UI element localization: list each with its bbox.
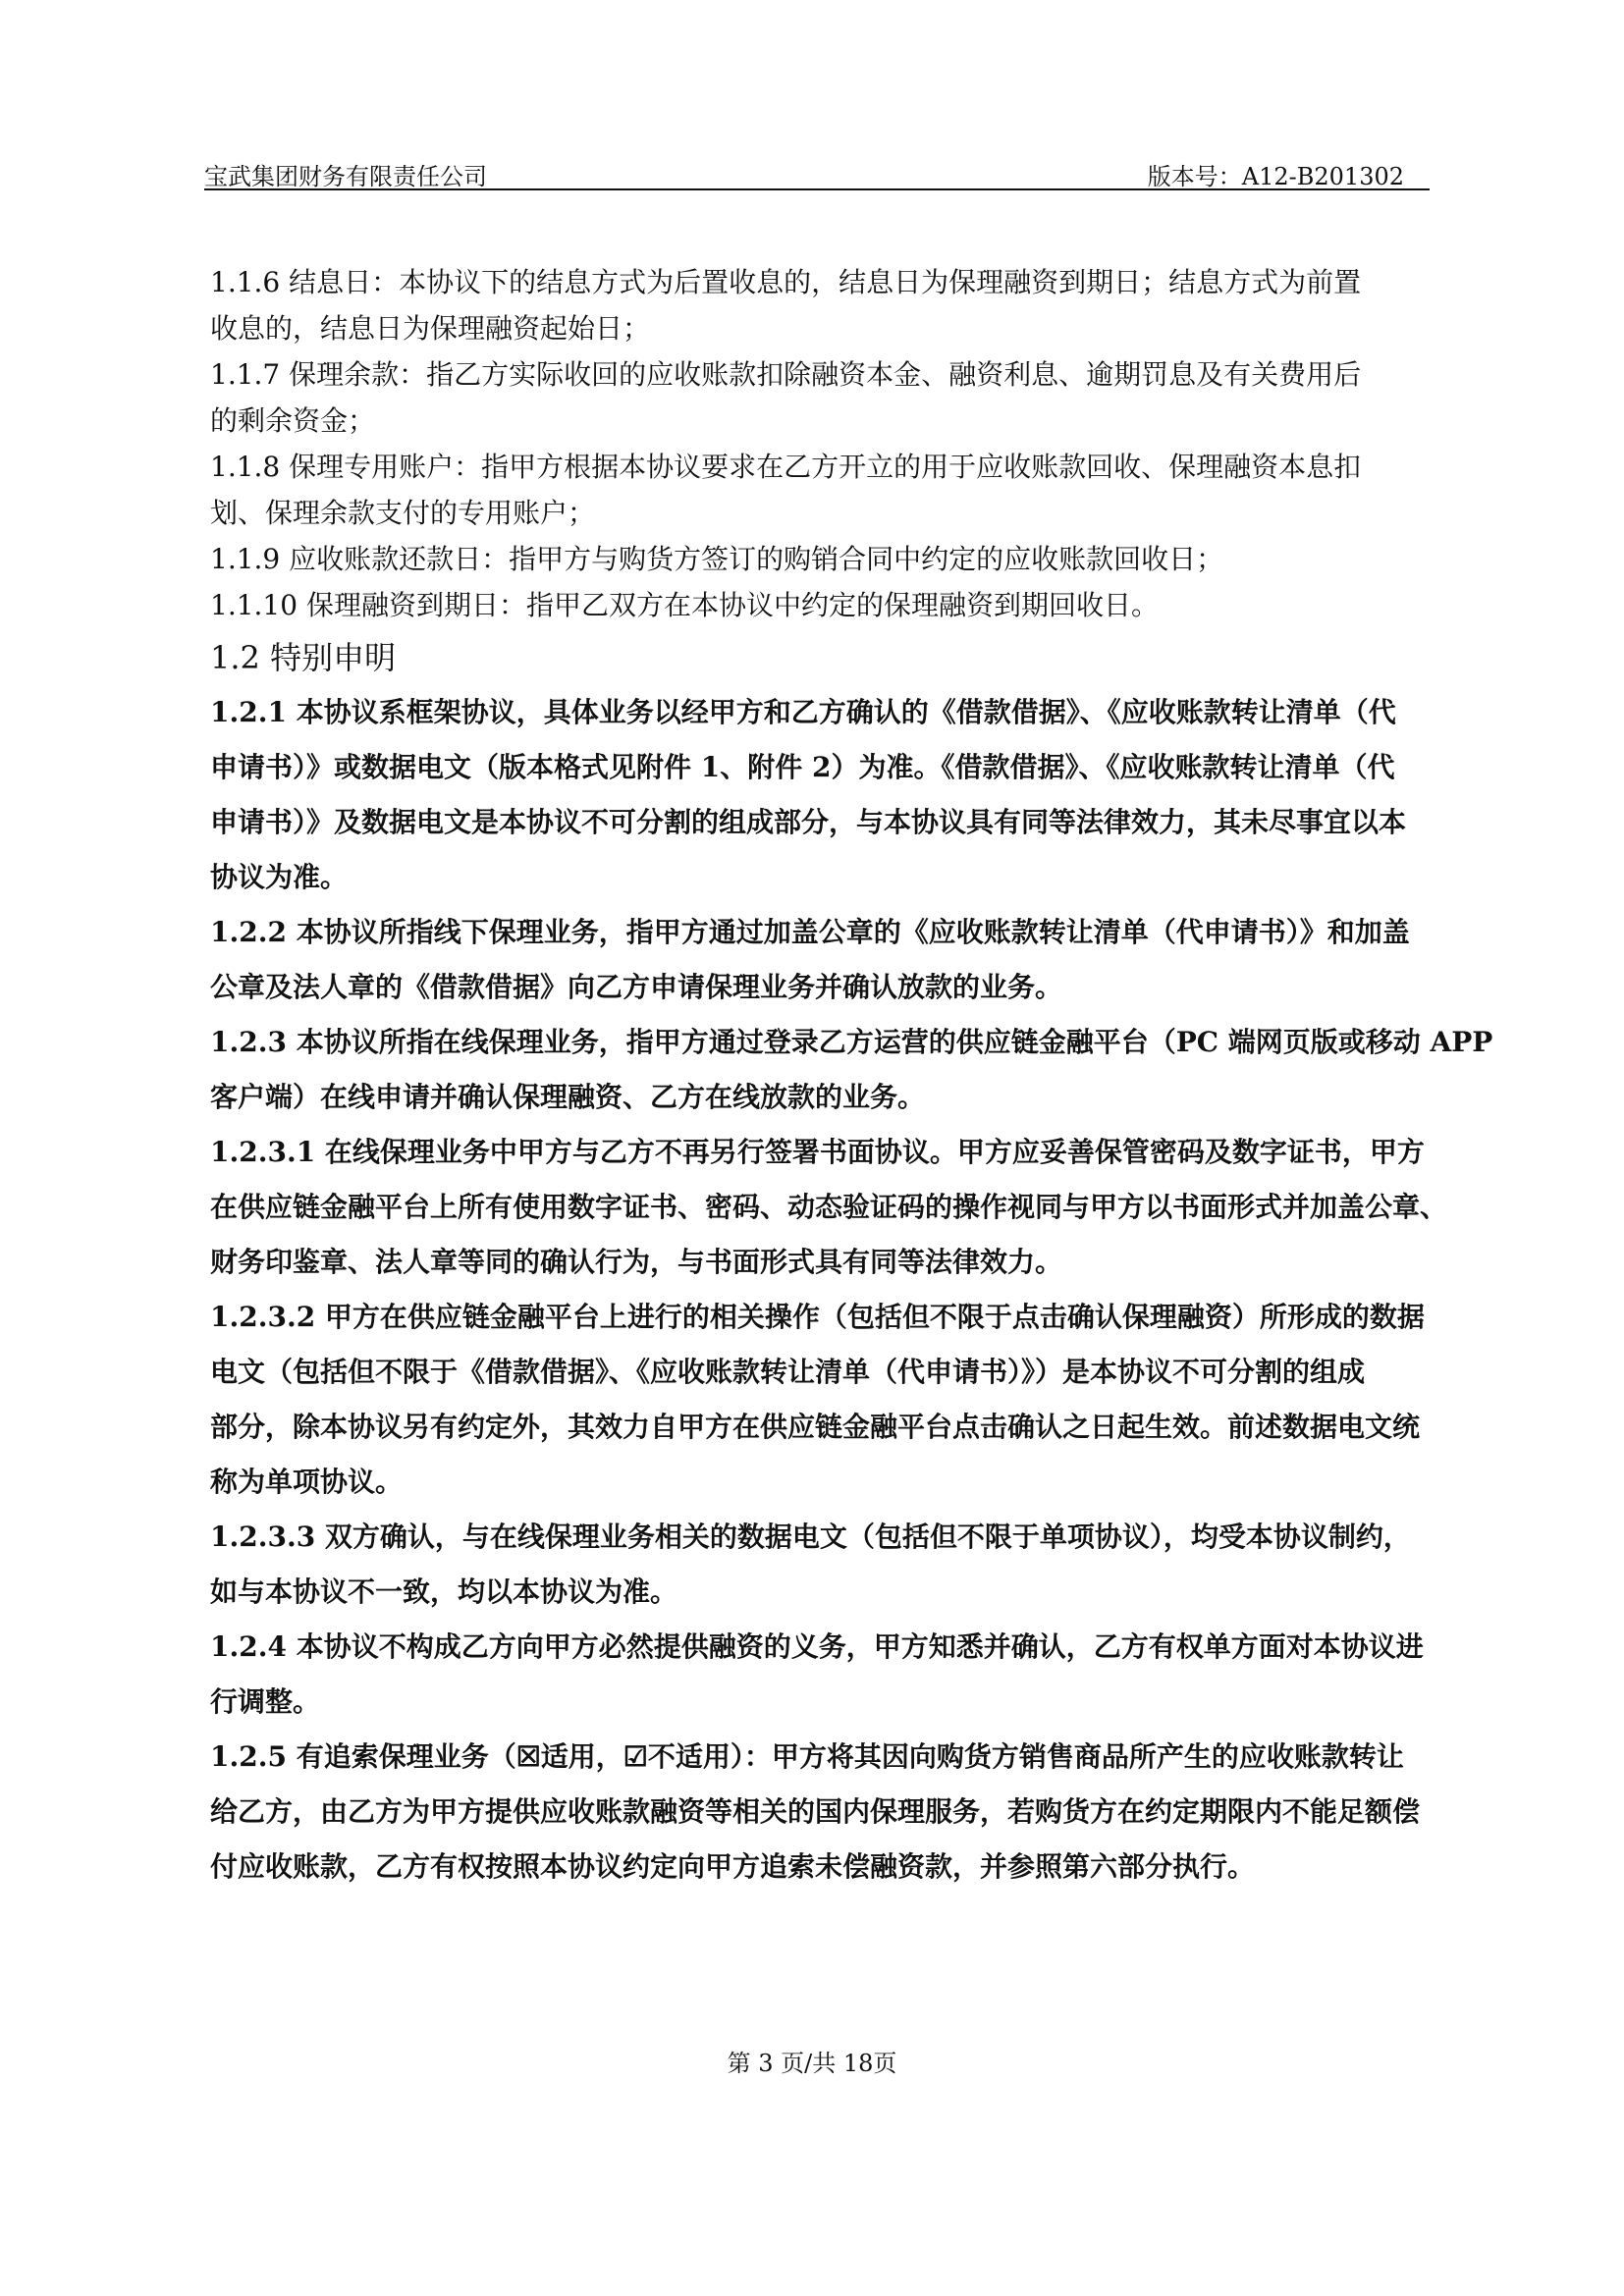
paragraph-line: 如与本协议不一致，均以本协议为准。 <box>210 1575 678 1608</box>
paragraph-line: 收息的，结息日为保理融资起始日； <box>210 312 651 345</box>
page-number: 第 3 页/共 18页 <box>727 2050 897 2077</box>
paragraph-line: 1.1.7 保理余款：指乙方实际收回的应收账款扣除融资本金、融资利息、逾期罚息及有关费用后 <box>210 358 1362 391</box>
paragraph-line: 1.1.8 保理专用账户：指甲方根据本协议要求在乙方开立的用于应收账款回收、保理融资本息扣 <box>210 451 1362 483</box>
paragraph-line: 称为单项协议。 <box>210 1466 404 1498</box>
section-heading: 1.2 特别申明 <box>210 639 397 676</box>
page-footer <box>0 2044 1624 2078</box>
paragraph-line: 协议为准。 <box>210 861 349 893</box>
paragraph-line: 的剩余资金； <box>210 404 376 437</box>
paragraph-line: 1.2.3 本协议所指在线保理业务，指甲方通过登录乙方运营的供应链金融平台（PC 端网页版或移动 APP <box>210 1026 1493 1058</box>
paragraph-line: 公章及法人章的《借款借据》向乙方申请保理业务并确认放款的业务。 <box>210 971 1063 1003</box>
paragraph-line: 给乙方，由乙方为甲方提供应收账款融资等相关的国内保理服务，若购货方在约定期限内不能足额偿 <box>210 1795 1421 1828</box>
paragraph-line: 部分，除本协议另有约定外，其效力自甲方在供应链金融平台点击确认之日起生效。前述数据电文统 <box>210 1411 1421 1443</box>
paragraph-line: 1.2.3.3 双方确认，与在线保理业务相关的数据电文（包括但不限于单项协议），均受本协议制约， <box>210 1521 1411 1553</box>
paragraph-line: 付应收账款，乙方有权按照本协议约定向甲方追索未偿融资款，并参照第六部分执行。 <box>210 1850 1256 1883</box>
page-header <box>204 155 1424 192</box>
company-name: 宝武集团财务有限责任公司 <box>204 163 487 190</box>
paragraph-line: 1.2.1 本协议系框架协议，具体业务以经甲方和乙方确认的《借款借据》、《应收账款转让清单（代 <box>210 696 1396 728</box>
paragraph-line: 客户端）在线申请并确认保理融资、乙方在线放款的业务。 <box>210 1081 926 1113</box>
paragraph-line: 电文（包括但不限于《借款借据》、《应收账款转让清单（代申请书）》）是本协议不可分割的组成 <box>210 1356 1366 1388</box>
paragraph-line: 1.2.2 本协议所指线下保理业务，指甲方通过加盖公章的《应收账款转让清单（代申请书）》和加盖 <box>210 916 1410 948</box>
paragraph-line: 1.1.10 保理融资到期日：指甲乙双方在本协议中约定的保理融资到期回收日。 <box>210 589 1159 621</box>
paragraph-line: 1.1.6 结息日：本协议下的结息方式为后置收息的，结息日为保理融资到期日；结息方式为前置 <box>210 266 1362 298</box>
header-divider <box>204 188 1430 190</box>
paragraph-line: 在供应链金融平台上所有使用数字证书、密码、动态验证码的操作视同与甲方以书面形式并加盖公章、 <box>210 1191 1448 1223</box>
paragraph-line: 财务印鉴章、法人章等同的确认行为，与书面形式具有同等法律效力。 <box>210 1246 1063 1278</box>
document-body <box>210 259 1493 1895</box>
paragraph-line: 1.2.4 本协议不构成乙方向甲方必然提供融资的义务，甲方知悉并确认，乙方有权单方面对本协议进 <box>210 1630 1424 1663</box>
paragraph-line: 1.2.5 有追索保理业务（☒适用，☑不适用）：甲方将其因向购货方销售商品所产生的应收账款转让 <box>210 1740 1404 1773</box>
paragraph-line: 申请书）》及数据电文是本协议不可分割的组成部分，与本协议具有同等法律效力，其未尽事宜以本 <box>210 806 1407 838</box>
paragraph-line: 划、保理余款支付的专用账户； <box>210 497 596 529</box>
paragraph-line: 行调整。 <box>210 1685 321 1718</box>
paragraph-line: 1.1.9 应收账款还款日：指甲方与购货方签订的购销合同中约定的应收账款回收日； <box>210 543 1224 575</box>
paragraph-line: 申请书）》或数据电文（版本格式见附件 1、附件 2）为准。《借款借据》、《应收账款转让清单（代 <box>210 751 1395 783</box>
paragraph-line: 1.2.3.2 甲方在供应链金融平台上进行的相关操作（包括但不限于点击确认保理融资）所形成的数据 <box>210 1301 1425 1333</box>
paragraph-line: 1.2.3.1 在线保理业务中甲方与乙方不再另行签署书面协议。甲方应妥善保管密码及数字证书，甲方 <box>210 1136 1425 1168</box>
version-number: 版本号：A12-B201302 <box>1147 163 1404 190</box>
